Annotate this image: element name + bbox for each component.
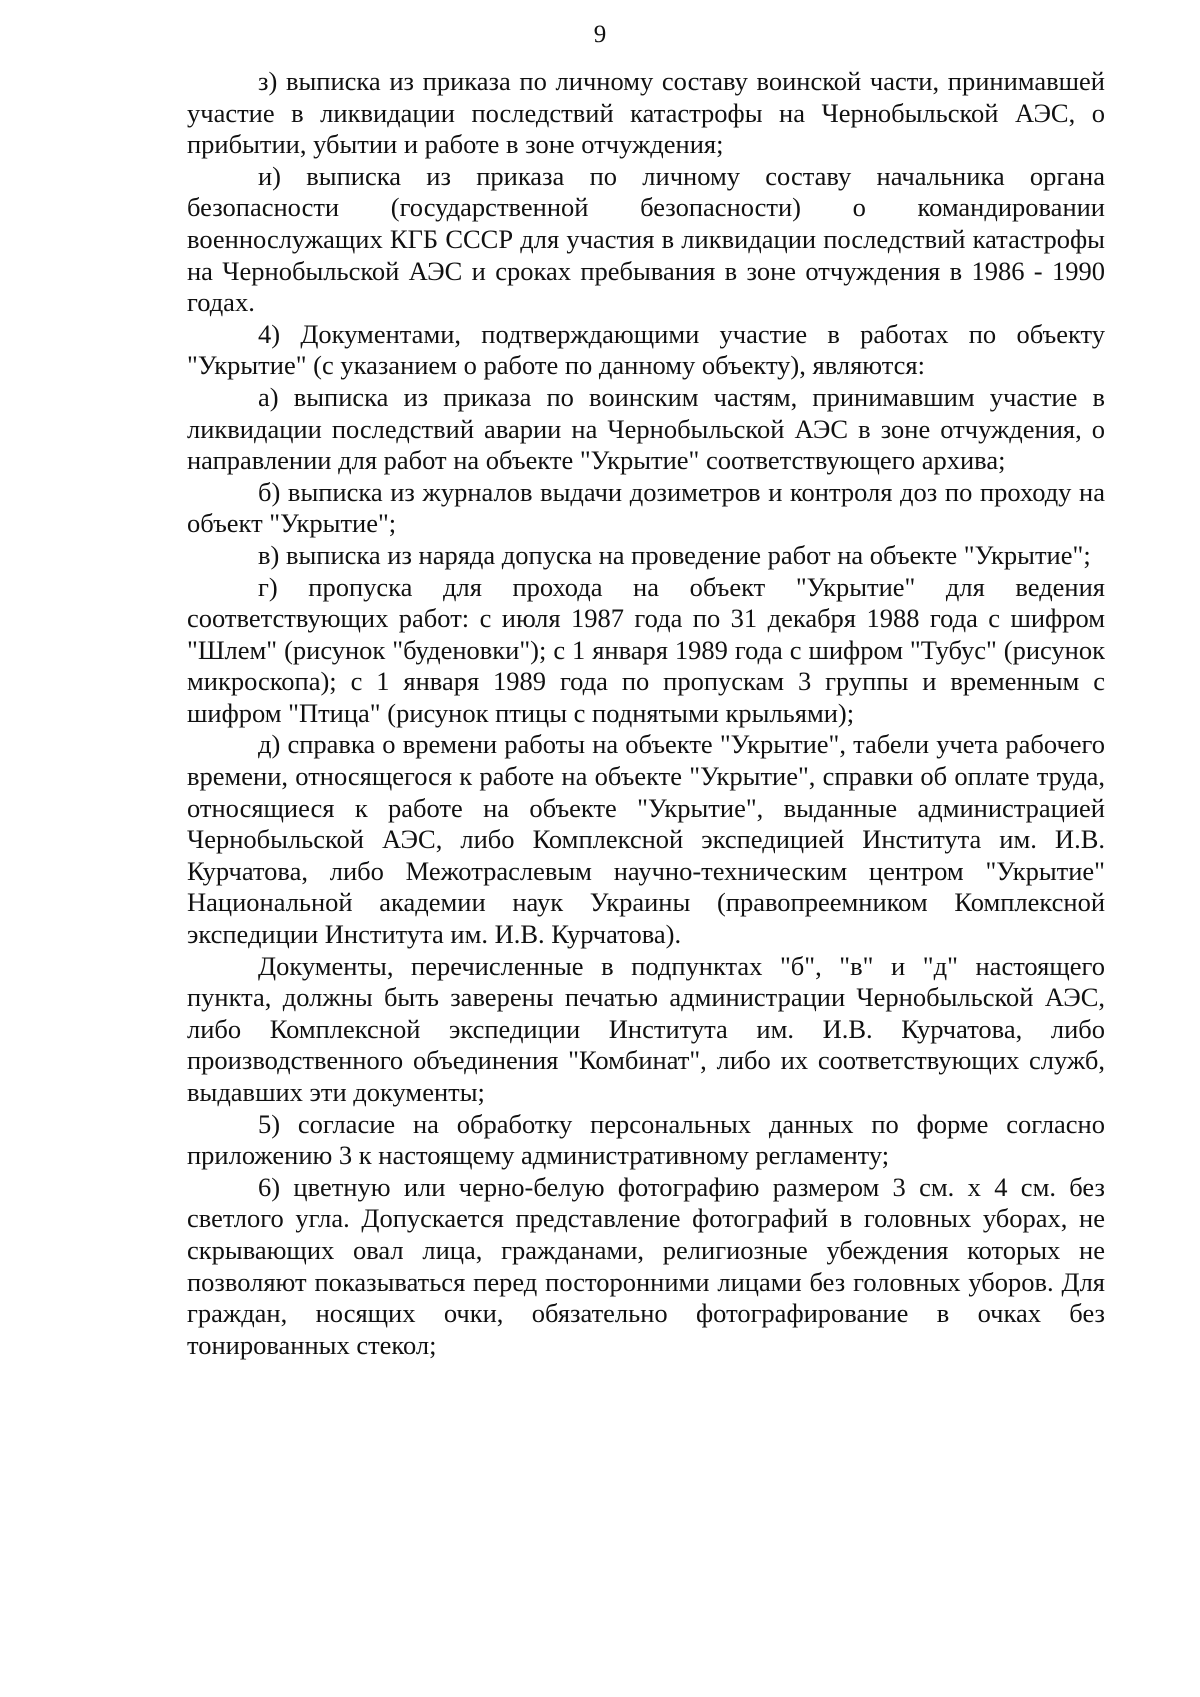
paragraph-subitem-b: б) выписка из журналов выдачи дозиметров и контроля доз по проходу на объект "Укрытие"; bbox=[187, 476, 1105, 539]
page-number: 9 bbox=[593, 21, 607, 48]
paragraph-subitem-d: д) справка о времени работы на объекте "Укрытие", табели учета рабочего времени, относящегося к работе на объекте "Укрытие", справки об оплате труда, относящиеся к работе на объекте "Укрытие", выданные администрацией Чернобыльской АЭС, либо Комплексной экспедицией Института им. И.В. Курчатова, либо Межотраслевым научно-техническим центром "Укрытие" Национальной академии наук Украины (правопреемником Комплексной экспедиции Института им. И.В. Курчатова). bbox=[187, 729, 1105, 950]
document-body bbox=[187, 66, 1105, 1361]
paragraph-subitem-z: з) выписка из приказа по личному составу воинской части, принимавшей участие в ликвидации последствий катастрофы на Чернобыльской АЭС, о прибытии, убытии и работе в зоне отчуждения; bbox=[187, 66, 1105, 160]
paragraph-item-6: 6) цветную или черно-белую фотографию размером 3 см. х 4 см. без светлого угла. Допускается представление фотографий в головных уборах, не скрывающих овал лица, гражданами, религиозные убеждения которых не позволяют показываться перед посторонними лицами без головных уборов. Для граждан, носящих очки, обязательно фотографирование в очках без тонированных стекол; bbox=[187, 1171, 1105, 1360]
paragraph-item-4: 4) Документами, подтверждающими участие в работах по объекту "Укрытие" (с указанием о работе по данному объекту), являются: bbox=[187, 318, 1105, 381]
paragraph-subitem-v: в) выписка из наряда допуска на проведение работ на объекте "Укрытие"; bbox=[258, 539, 1091, 570]
paragraph-item-5: 5) согласие на обработку персональных данных по форме согласно приложению 3 к настоящему административному регламенту; bbox=[187, 1108, 1105, 1171]
paragraph-subitem-a: а) выписка из приказа по воинским частям, принимавшим участие в ликвидации последствий аварии на Чернобыльской АЭС в зоне отчуждения, о направлении для работ на объекте "Укрытие" соответствующего архива; bbox=[187, 381, 1105, 476]
paragraph-subitem-i: и) выписка из приказа по личному составу начальника органа безопасности (государственной безопасности) о командировании военнослужащих КГБ СССР для участия в ликвидации последствий катастрофы на Чернобыльской АЭС и сроках пребывания в зоне отчуждения в 1986 - 1990 годах. bbox=[187, 160, 1105, 318]
paragraph-subitem-g: г) пропуска для прохода на объект "Укрытие" для ведения соответствующих работ: с июля 1987 года по 31 декабря 1988 года с шифром "Шлем" (рисунок "буденовки"); с 1 января 1989 года с шифром "Тубус" (рисунок микроскопа); с 1 января 1989 года по пропускам 3 группы и временным с шифром "Птица" (рисунок птицы с поднятыми крыльями); bbox=[187, 571, 1105, 728]
paragraph-certification-note: Документы, перечисленные в подпунктах "б", "в" и "д" настоящего пункта, должны быть заверены печатью администрации Чернобыльской АЭС, либо Комплексной экспедиции Института им. И.В. Курчатова, либо производственного объединения "Комбинат", либо их соответствующих служб, выдавших эти документы; bbox=[187, 950, 1105, 1107]
